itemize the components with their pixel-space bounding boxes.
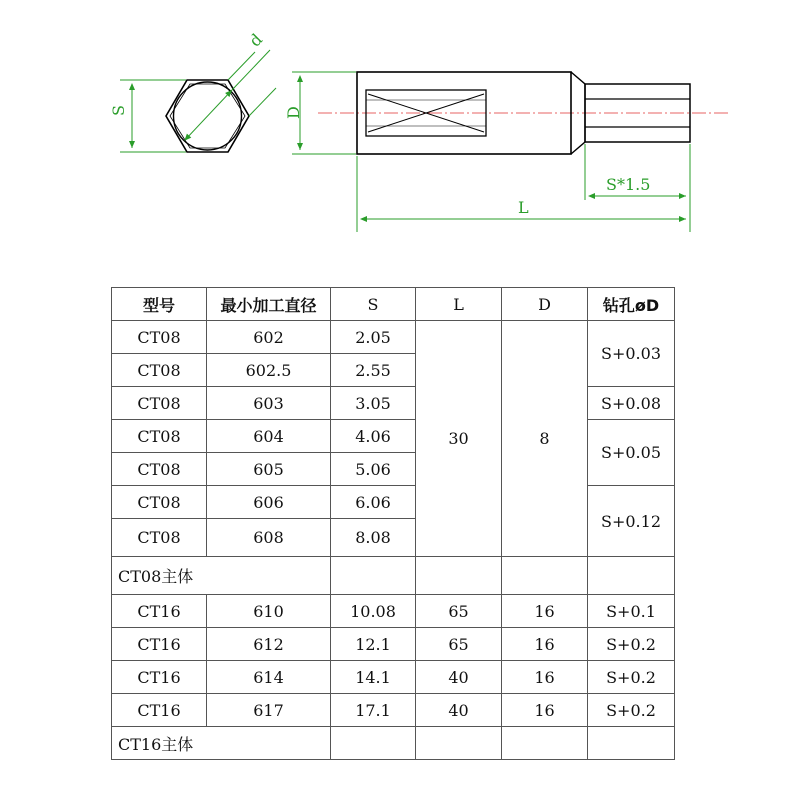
cell-empty bbox=[588, 727, 675, 760]
cell-min-diameter: 602 bbox=[207, 321, 331, 354]
table-row bbox=[112, 321, 675, 354]
cell-drill: S+0.2 bbox=[588, 628, 675, 661]
table-row bbox=[112, 628, 675, 661]
cell-empty bbox=[331, 727, 416, 760]
cell-s: 4.06 bbox=[331, 420, 416, 453]
cell-s: 2.05 bbox=[331, 321, 416, 354]
cell-d-ct08: 8 bbox=[502, 321, 588, 557]
cell-min-diameter: 608 bbox=[207, 519, 331, 557]
cell-drill: S+0.03 bbox=[588, 321, 675, 387]
cell-drill: S+0.05 bbox=[588, 420, 675, 486]
cell-s: 8.08 bbox=[331, 519, 416, 557]
cell-min-diameter: 603 bbox=[207, 387, 331, 420]
cell-drill: S+0.12 bbox=[588, 486, 675, 557]
cell-min-diameter: 604 bbox=[207, 420, 331, 453]
cell-drill: S+0.2 bbox=[588, 661, 675, 694]
table-row bbox=[112, 387, 675, 420]
cell-s: 5.06 bbox=[331, 453, 416, 486]
l-dimension-label: L bbox=[518, 198, 529, 217]
cell-drill: S+0.2 bbox=[588, 694, 675, 727]
table-row bbox=[112, 486, 675, 519]
cell-s: 6.06 bbox=[331, 486, 416, 519]
cell-s: 10.08 bbox=[331, 595, 416, 628]
header-s: S bbox=[331, 288, 416, 321]
table-row bbox=[112, 661, 675, 694]
table-header-row bbox=[112, 288, 675, 321]
cell-s: 3.05 bbox=[331, 387, 416, 420]
cell-model: CT16 bbox=[112, 661, 207, 694]
cell-ct08-body: CT08主体 bbox=[112, 557, 331, 595]
side-view bbox=[284, 72, 730, 232]
table-row bbox=[112, 694, 675, 727]
cell-drill: S+0.1 bbox=[588, 595, 675, 628]
header-drill: 钻孔øD bbox=[588, 288, 675, 321]
cell-min-diameter: 605 bbox=[207, 453, 331, 486]
cell-s: 2.55 bbox=[331, 354, 416, 387]
cell-min-diameter: 602.5 bbox=[207, 354, 331, 387]
cell-s: 12.1 bbox=[331, 628, 416, 661]
cell-min-diameter: 617 bbox=[207, 694, 331, 727]
cell-empty bbox=[416, 557, 502, 595]
cell-l: 65 bbox=[416, 628, 502, 661]
cell-l-ct08: 30 bbox=[416, 321, 502, 557]
cell-drill: S+0.08 bbox=[588, 387, 675, 420]
cell-l: 40 bbox=[416, 661, 502, 694]
cell-d: 16 bbox=[502, 628, 588, 661]
cell-d: 16 bbox=[502, 661, 588, 694]
table-row-ct16-body bbox=[112, 727, 675, 760]
cell-model: CT16 bbox=[112, 628, 207, 661]
table-row-ct08-body bbox=[112, 557, 675, 595]
hex-end-view bbox=[109, 30, 276, 152]
cell-empty bbox=[502, 557, 588, 595]
cell-d: 16 bbox=[502, 694, 588, 727]
header-l: L bbox=[416, 288, 502, 321]
cell-s: 17.1 bbox=[331, 694, 416, 727]
cell-empty bbox=[416, 727, 502, 760]
table-row bbox=[112, 595, 675, 628]
cell-model: CT08 bbox=[112, 354, 207, 387]
cell-empty bbox=[331, 557, 416, 595]
cell-model: CT08 bbox=[112, 321, 207, 354]
cell-d: 16 bbox=[502, 595, 588, 628]
cell-model: CT16 bbox=[112, 595, 207, 628]
cell-model: CT08 bbox=[112, 420, 207, 453]
cell-l: 40 bbox=[416, 694, 502, 727]
spec-table bbox=[111, 287, 675, 760]
technical-drawing bbox=[0, 0, 800, 270]
cell-ct16-body: CT16主体 bbox=[112, 727, 331, 760]
s-dimension-label: S bbox=[109, 105, 128, 116]
cell-l: 65 bbox=[416, 595, 502, 628]
cell-model: CT16 bbox=[112, 694, 207, 727]
cell-model: CT08 bbox=[112, 387, 207, 420]
cell-model: CT08 bbox=[112, 453, 207, 486]
cell-min-diameter: 614 bbox=[207, 661, 331, 694]
cell-min-diameter: 606 bbox=[207, 486, 331, 519]
d-small-dimension-label: d bbox=[245, 29, 267, 51]
cell-s: 14.1 bbox=[331, 661, 416, 694]
cell-model: CT08 bbox=[112, 486, 207, 519]
cell-empty bbox=[588, 557, 675, 595]
s15-dimension-label: S*1.5 bbox=[606, 175, 651, 194]
d-big-dimension-label: D bbox=[284, 106, 303, 119]
header-min-diameter: 最小加工直径 bbox=[207, 288, 331, 321]
cell-model: CT08 bbox=[112, 519, 207, 557]
header-d: D bbox=[502, 288, 588, 321]
table-row bbox=[112, 420, 675, 453]
cell-min-diameter: 610 bbox=[207, 595, 331, 628]
header-model: 型号 bbox=[112, 288, 207, 321]
cell-empty bbox=[502, 727, 588, 760]
cell-min-diameter: 612 bbox=[207, 628, 331, 661]
